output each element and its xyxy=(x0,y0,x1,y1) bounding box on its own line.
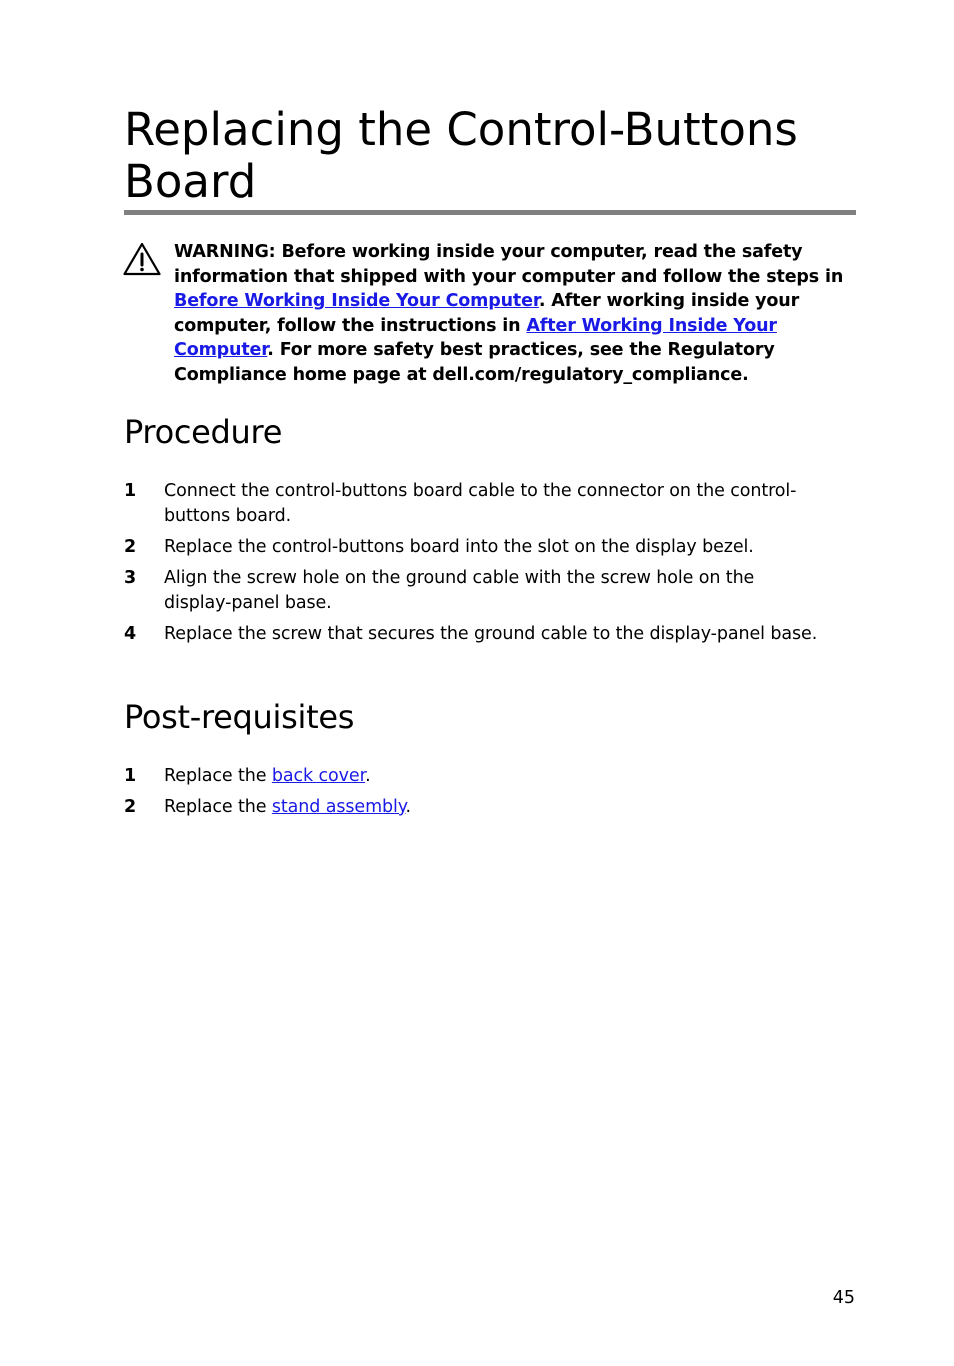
step-number: 1 xyxy=(124,766,137,786)
page-number: 45 xyxy=(832,1288,855,1308)
step-text-prefix: Replace the xyxy=(164,797,272,817)
post-requisite-step xyxy=(124,764,824,789)
post-requisites-steps xyxy=(124,764,824,826)
step-text-suffix: . xyxy=(405,797,412,817)
back-cover-link[interactable]: back cover xyxy=(271,766,366,786)
step-text: Replace the screw that secures the ground cable to the display-panel base. xyxy=(164,624,818,644)
warning-message xyxy=(174,240,844,388)
step-number: 2 xyxy=(124,797,137,817)
step-number: 4 xyxy=(124,624,137,644)
procedure-heading: Procedure xyxy=(124,413,283,451)
warning-text-part: WARNING: Before working inside your computer, read the safety information that shipped with your computer and follow the steps in xyxy=(174,242,844,287)
procedure-step xyxy=(124,622,824,647)
procedure-step xyxy=(124,535,824,560)
warning-text-part: . After working inside your computer, follow the instructions in xyxy=(174,291,800,336)
title-divider xyxy=(124,210,856,215)
step-text-suffix: . xyxy=(365,766,371,786)
stand-assembly-link[interactable]: stand assembly xyxy=(271,797,406,817)
step-text: Connect the control-buttons board cable to the connector on the control-buttons board. xyxy=(164,481,797,526)
procedure-steps xyxy=(124,479,824,653)
step-number: 1 xyxy=(124,481,137,501)
step-text-prefix: Replace the xyxy=(164,766,272,786)
post-requisite-step xyxy=(124,795,824,820)
post-requisites-heading: Post-requisites xyxy=(124,698,355,736)
step-text: Align the screw hole on the ground cable with the screw hole on the display-panel base. xyxy=(164,568,755,613)
before-working-link[interactable]: Before Working Inside Your Computer xyxy=(174,291,539,312)
page-title: Replacing the Control-Buttons Board xyxy=(124,103,798,208)
step-number: 2 xyxy=(124,537,137,557)
after-working-link[interactable]: After Working Inside Your Computer xyxy=(174,315,777,361)
procedure-step xyxy=(124,479,824,529)
step-text: Replace the control-buttons board into the slot on the display bezel. xyxy=(164,537,754,557)
procedure-step xyxy=(124,566,824,616)
warning-text-part: . For more safety best practices, see the Regulatory Compliance home page at dell.com/regulatory_compliance. xyxy=(174,340,775,385)
warning-triangle-icon xyxy=(122,241,162,277)
step-number: 3 xyxy=(124,568,137,588)
